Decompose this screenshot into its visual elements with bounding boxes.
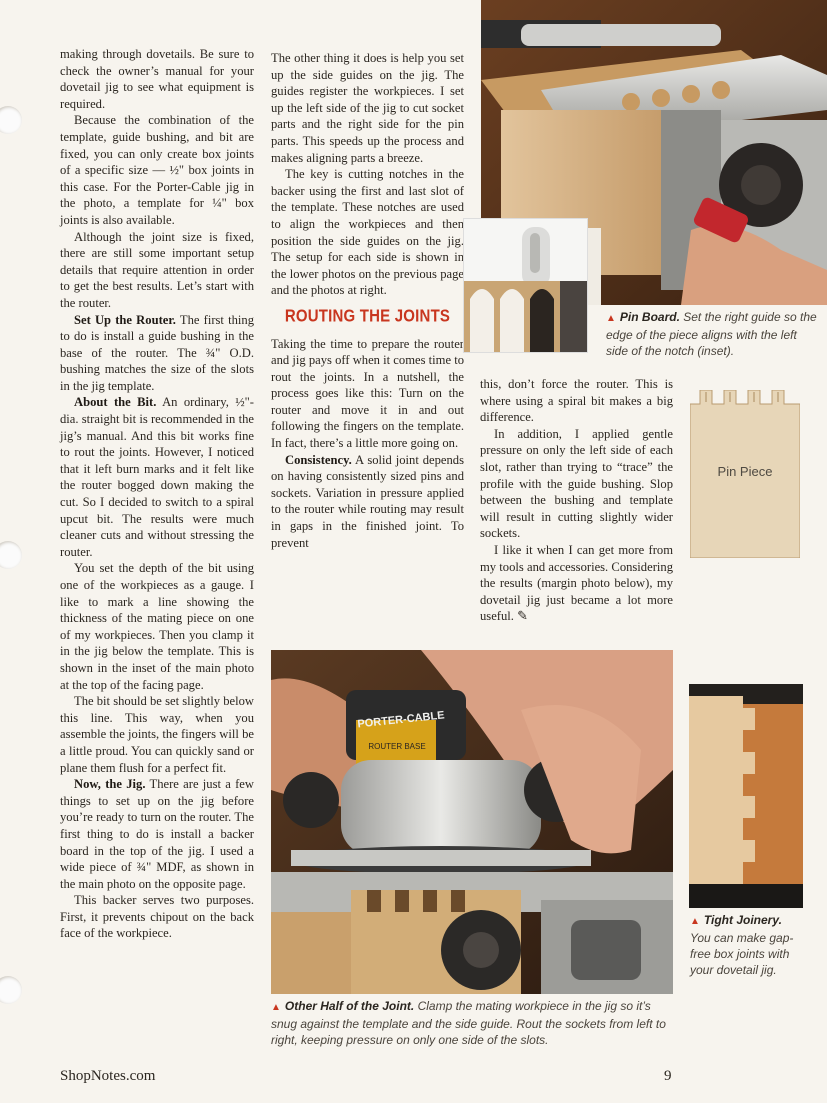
paragraph: You set the depth of the bit using one of the workpieces as a gauge. I like to mark a line showing the thickness of the mating piece on one of my workpieces. Then you clamp it in the jig below the template. This is shown in the inset of the main photo at the top of the facing page. bbox=[60, 561, 254, 692]
subhead-consistency: Consistency. bbox=[285, 452, 352, 467]
box-joint-illustration bbox=[689, 684, 803, 908]
inset-notch-illustration bbox=[464, 219, 587, 352]
subhead-jig: Now, the Jig. bbox=[74, 777, 146, 792]
caption-marker-icon: ▲ bbox=[271, 1002, 281, 1013]
paragraph-text: The first thing to do is install a guide bushing in the base of the router. The ¾" O.D. bushing matches the size of the slots in the jig template. bbox=[60, 312, 254, 393]
paragraph bbox=[60, 394, 254, 560]
paragraph bbox=[60, 312, 254, 395]
paragraph-text: I like it when I can get more from my tools and accessories. Considering the results (margin photo below), my dovetail jig just became a lot more useful. bbox=[480, 542, 673, 624]
caption-title: Other Half of the Joint. bbox=[284, 999, 415, 1013]
paragraph: This backer serves two purposes. First, it prevents chipout on the back face of the workpiece. bbox=[60, 893, 254, 941]
paragraph: The other thing it does is help you set up the side guides on the jig. The guides register the workpieces. I set up the left side of the jig to cut socket parts and the right side for the pin parts. This speeds up the process and makes aligning parts a breeze. bbox=[271, 51, 464, 165]
text-column-3 bbox=[480, 376, 673, 626]
other-half-caption bbox=[271, 998, 675, 1048]
router-photo bbox=[271, 650, 673, 994]
paragraph-text: A solid joint depends on having consistently sized pins and sockets. Variation in pressure applied to the router while routing may result in gaps in the finished joint. To prevent bbox=[271, 452, 464, 550]
text-column-2 bbox=[271, 50, 464, 551]
caption-text: You can make gap-free box joints with your dovetail jig. bbox=[690, 931, 794, 977]
caption-marker-icon: ▲ bbox=[690, 916, 700, 927]
section-heading: ROUTING THE JOINTS bbox=[284, 306, 451, 327]
tight-joinery-caption bbox=[690, 912, 802, 978]
paragraph: Because the combination of the template, guide bushing, and bit are fixed, you can only create box joints of a specific size — ½" box joints in this case. For the Porter-Cable jig in the photo, a template for ¼" box joints is also available. bbox=[60, 113, 254, 227]
paragraph: Taking the time to prepare the router and jig pays off when it comes time to rout the joints. In a nutshell, the process goes like this: Turn on the router and move it in and out following the fingers on the template. In fact, there’s a little more going on. bbox=[271, 336, 464, 451]
caption-marker-icon: ▲ bbox=[606, 313, 616, 324]
caption-text: Set the right guide so the edge of the piece aligns with the left side of the notch (inset). bbox=[606, 310, 817, 358]
router-photo-illustration bbox=[271, 650, 673, 994]
paragraph: In addition, I applied gentle pressure on only the left side of each slot, rather than trying to “trace” the profile with the guide bushing. Slop between the bushing and template will result in cutting slightly wider sockets. bbox=[480, 426, 673, 541]
paragraph-text: An ordinary, ½"-dia. straight bit is recommended in the jig’s manual. And this bit works fine to rout the joints. However, I noticed that it left burn marks and it felt like the router bogged down making the cut. So I decided to switch to a spiral upcut bit. The results were much cleaner cuts and without stressing the router. bbox=[60, 395, 255, 559]
paragraph: The key is cutting notches in the backer using the first and last slot of the template. These notches are used to align the workpieces and then position the side guides on the jig. The setup for each side is shown in the lower photos on the previous page and the photos at right. bbox=[271, 167, 464, 298]
paragraph: this, don’t force the router. This is where using a spiral bit makes a big difference. bbox=[480, 377, 673, 425]
binder-hole-top bbox=[0, 106, 22, 134]
router-brand-label: PORTER-CABLE bbox=[356, 709, 446, 731]
paragraph: making through dovetails. Be sure to check the owner’s manual for your dovetail jig to see what equipment is required. bbox=[60, 47, 254, 111]
text-column-1 bbox=[60, 46, 254, 942]
pin-piece-label: Pin Piece bbox=[717, 464, 773, 479]
paragraph bbox=[480, 542, 673, 626]
inset-photo bbox=[463, 218, 588, 353]
end-mark-icon: ✎ bbox=[517, 609, 528, 625]
pin-board-caption bbox=[606, 309, 821, 359]
caption-title: Pin Board. bbox=[619, 310, 680, 324]
binder-hole-bottom bbox=[0, 976, 22, 1004]
paragraph bbox=[271, 452, 464, 552]
paragraph: Although the joint size is fixed, there are still some important setup details that require attention in order to get the best results. Let’s start with the router. bbox=[60, 229, 254, 310]
footer-site: ShopNotes.com bbox=[60, 1068, 156, 1084]
paragraph bbox=[60, 776, 254, 892]
subhead-router: Set Up the Router. bbox=[74, 312, 176, 327]
paragraph-text: There are just a few things to set up on the jig before you’re ready to turn on the router. The first thing to do is install a backer board in the top of the jig. I used a wide piece of ¾" MDF, as shown in the main photo on the opposite page. bbox=[60, 777, 254, 891]
caption-text: Clamp the mating workpiece in the jig so it’s snug against the template and the side guide. Rout the sockets from left to right, keeping pressure on only one side of the slots. bbox=[271, 999, 666, 1047]
router-sub-label: ROUTER BASE bbox=[368, 742, 426, 751]
page-number: 9 bbox=[664, 1068, 672, 1084]
binder-hole-middle bbox=[0, 541, 22, 569]
paragraph: The bit should be set slightly below this line. This way, when you assemble the joints, the fingers will be a little proud. You can quickly sand or plane them flush for a perfect fit. bbox=[60, 694, 254, 775]
pin-piece-illustration bbox=[690, 390, 800, 558]
joinery-photo bbox=[689, 684, 803, 908]
subhead-bit: About the Bit. bbox=[74, 395, 157, 410]
caption-title: Tight Joinery. bbox=[703, 913, 782, 927]
